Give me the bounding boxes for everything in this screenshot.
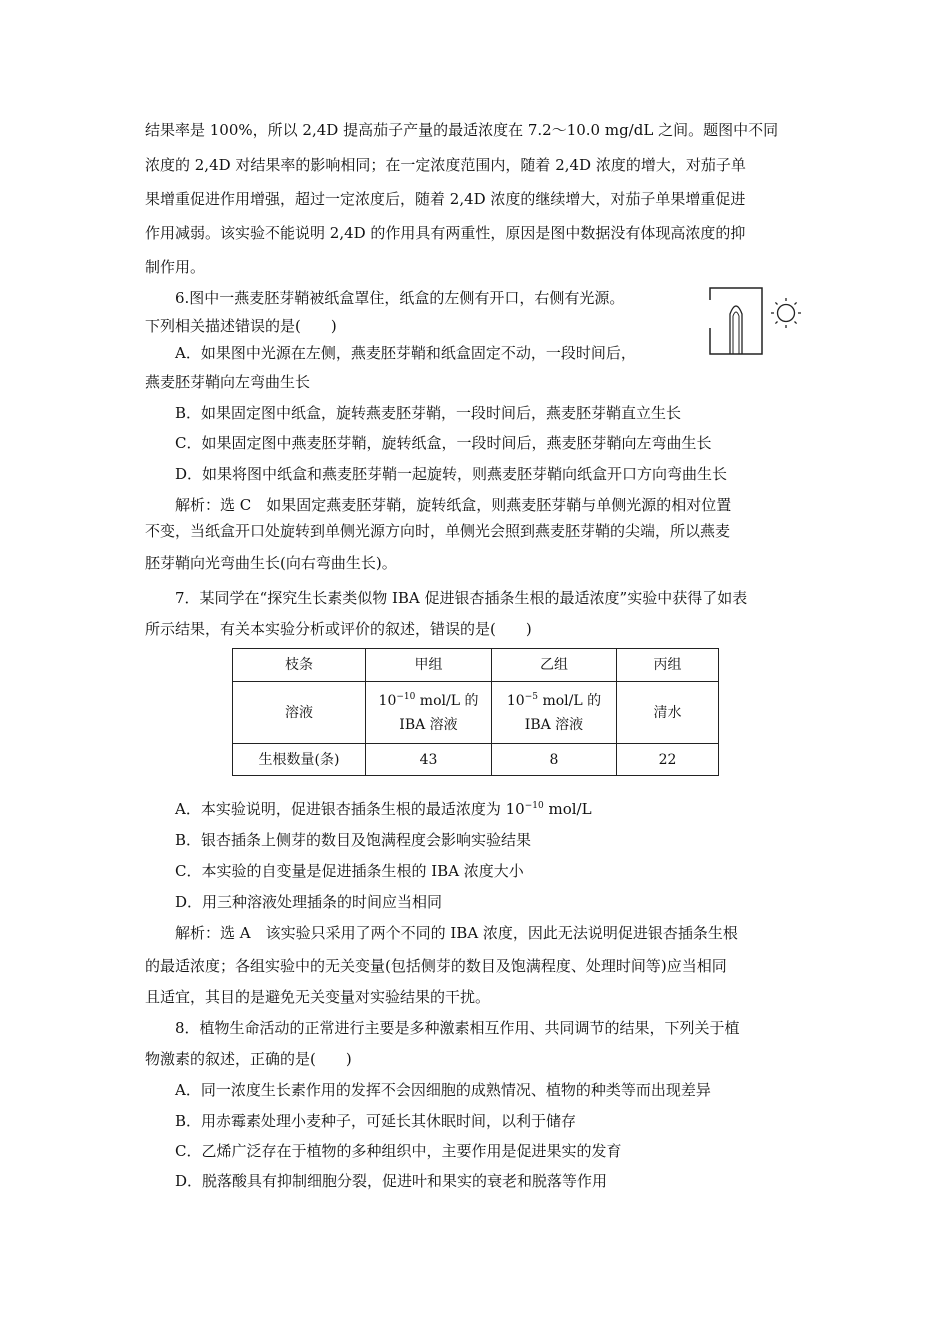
solution-label-cell: 溶液 bbox=[233, 682, 366, 744]
q6-analysis-3: 胚芽鞘向光弯曲生长(向右弯曲生长)。 bbox=[145, 554, 397, 572]
jia-conc-unit: mol/L 的 bbox=[415, 692, 479, 709]
table-header-cell: 丙组 bbox=[617, 649, 719, 682]
q8-option-a: A．同一浓度生长素作用的发挥不会因细胞的成熟情况、植物的种类等而出现差异 bbox=[175, 1081, 711, 1099]
yi-conc-base: 10 bbox=[506, 692, 525, 709]
para5-line-2: 浓度的 2,4D 对结果率的影响相同；在一定浓度范围内，随着 2,4D 浓度的增大，对茄子单 bbox=[145, 156, 746, 174]
q6-option-b: B．如果固定图中纸盒，旋转燕麦胚芽鞘，一段时间后，燕麦胚芽鞘直立生长 bbox=[175, 404, 682, 422]
q7-option-c: C．本实验的自变量是促进插条生根的 IBA 浓度大小 bbox=[175, 862, 524, 880]
table-row bbox=[233, 744, 719, 776]
yi-solution-cell bbox=[492, 682, 617, 744]
yi-iba-label: IBA 溶液 bbox=[524, 716, 584, 733]
jia-conc-exponent: −10 bbox=[396, 691, 416, 702]
q8-option-c: C．乙烯广泛存在于植物的多种组织中，主要作用是促进果实的发育 bbox=[175, 1142, 622, 1160]
q7-option-a-text: A．本实验说明，促进银杏插条生根的最适浓度为 10 bbox=[175, 800, 525, 818]
q6-stem-2: 下列相关描述错误的是( ) bbox=[145, 317, 337, 335]
bing-solution-cell: 清水 bbox=[617, 682, 719, 744]
table-header-cell: 枝条 bbox=[233, 649, 366, 682]
q7-stem-2: 所示结果，有关本实验分析或评价的叙述，错误的是( ) bbox=[145, 620, 532, 638]
yi-conc-exponent: −5 bbox=[524, 691, 538, 702]
q6-option-c: C．如果固定图中燕麦胚芽鞘，旋转纸盒，一段时间后，燕麦胚芽鞘向左弯曲生长 bbox=[175, 434, 712, 452]
para5-line-1: 结果率是 100%，所以 2,4D 提高茄子产量的最适浓度在 7.2～10.0 mg/dL 之间。题图中不同 bbox=[145, 121, 779, 139]
q8-stem-2: 物激素的叙述，正确的是( ) bbox=[145, 1050, 352, 1068]
q7-option-b: B．银杏插条上侧芽的数目及饱满程度会影响实验结果 bbox=[175, 831, 532, 849]
table-header-cell: 甲组 bbox=[366, 649, 492, 682]
yi-conc-unit: mol/L 的 bbox=[538, 692, 602, 709]
table-header-row bbox=[233, 649, 719, 682]
q6-analysis-1: 解析：选 C 如果固定燕麦胚芽鞘，旋转纸盒，则燕麦胚芽鞘与单侧光源的相对位置 bbox=[175, 496, 732, 514]
jia-conc-base: 10 bbox=[378, 692, 397, 709]
q7-analysis-2: 的最适浓度；各组实验中的无关变量(包括侧芽的数目及饱满程度、处理时间等)应当相同 bbox=[145, 957, 727, 975]
table-row bbox=[233, 682, 719, 744]
coleoptile-icon bbox=[730, 306, 742, 354]
para5-line-4: 作用减弱。该实验不能说明 2,4D 的作用具有两重性，原因是图中数据没有体现高浓度的抑 bbox=[145, 224, 746, 242]
q7-option-d: D．用三种溶液处理插条的时间应当相同 bbox=[175, 893, 443, 911]
q6-analysis-2: 不变，当纸盒开口处旋转到单侧光源方向时，单侧光会照到燕麦胚芽鞘的尖端，所以燕麦 bbox=[145, 522, 731, 540]
root-count-cell: 8 bbox=[492, 744, 617, 776]
root-count-cell: 22 bbox=[617, 744, 719, 776]
coleoptile-box-figure bbox=[706, 284, 806, 356]
para5-line-3: 果增重促进作用增强，超过一定浓度后，随着 2,4D 浓度的继续增大，对茄子单果增重促进 bbox=[145, 190, 746, 208]
root-count-cell: 43 bbox=[366, 744, 492, 776]
q7-analysis-3: 且适宜，其目的是避免无关变量对实验结果的干扰。 bbox=[145, 988, 491, 1006]
q6-stem-1: 6.图中一燕麦胚芽鞘被纸盒罩住，纸盒的左侧有开口，右侧有光源。 bbox=[175, 289, 625, 307]
q6-option-d: D．如果将图中纸盒和燕麦胚芽鞘一起旋转，则燕麦胚芽鞘向纸盒开口方向弯曲生长 bbox=[175, 465, 728, 483]
iba-results-table bbox=[232, 648, 719, 776]
q7-analysis-1: 解析：选 A 该实验只采用了两个不同的 IBA 浓度，因此无法说明促进银杏插条生根 bbox=[175, 924, 738, 942]
q8-option-b: B．用赤霉素处理小麦种子，可延长其休眠时间，以利于储存 bbox=[175, 1112, 577, 1130]
jia-solution-cell bbox=[366, 682, 492, 744]
q6-option-a-1: A．如果图中光源在左侧，燕麦胚芽鞘和纸盒固定不动，一段时间后， bbox=[175, 344, 636, 362]
q8-stem-1: 8．植物生命活动的正常进行主要是多种激素相互作用、共同调节的结果，下列关于植 bbox=[175, 1019, 740, 1037]
jia-iba-label: IBA 溶液 bbox=[399, 716, 458, 733]
q7-option-a-unit: mol/L bbox=[543, 800, 592, 818]
para5-line-5: 制作用。 bbox=[145, 258, 206, 276]
root-count-label-cell: 生根数量(条) bbox=[233, 744, 366, 776]
sun-icon bbox=[771, 298, 801, 328]
q8-option-d: D．脱落酸具有抑制细胞分裂，促进叶和果实的衰老和脱落等作用 bbox=[175, 1172, 608, 1190]
q7-stem-1: 7．某同学在“探究生长素类似物 IBA 促进银杏插条生根的最适浓度”实验中获得了如表 bbox=[175, 589, 748, 607]
q7-option-a bbox=[175, 799, 592, 819]
table-header-cell: 乙组 bbox=[492, 649, 617, 682]
q6-option-a-2: 燕麦胚芽鞘向左弯曲生长 bbox=[145, 373, 311, 391]
paper-box-icon bbox=[710, 288, 762, 354]
q7-option-a-exponent: −10 bbox=[524, 801, 544, 811]
